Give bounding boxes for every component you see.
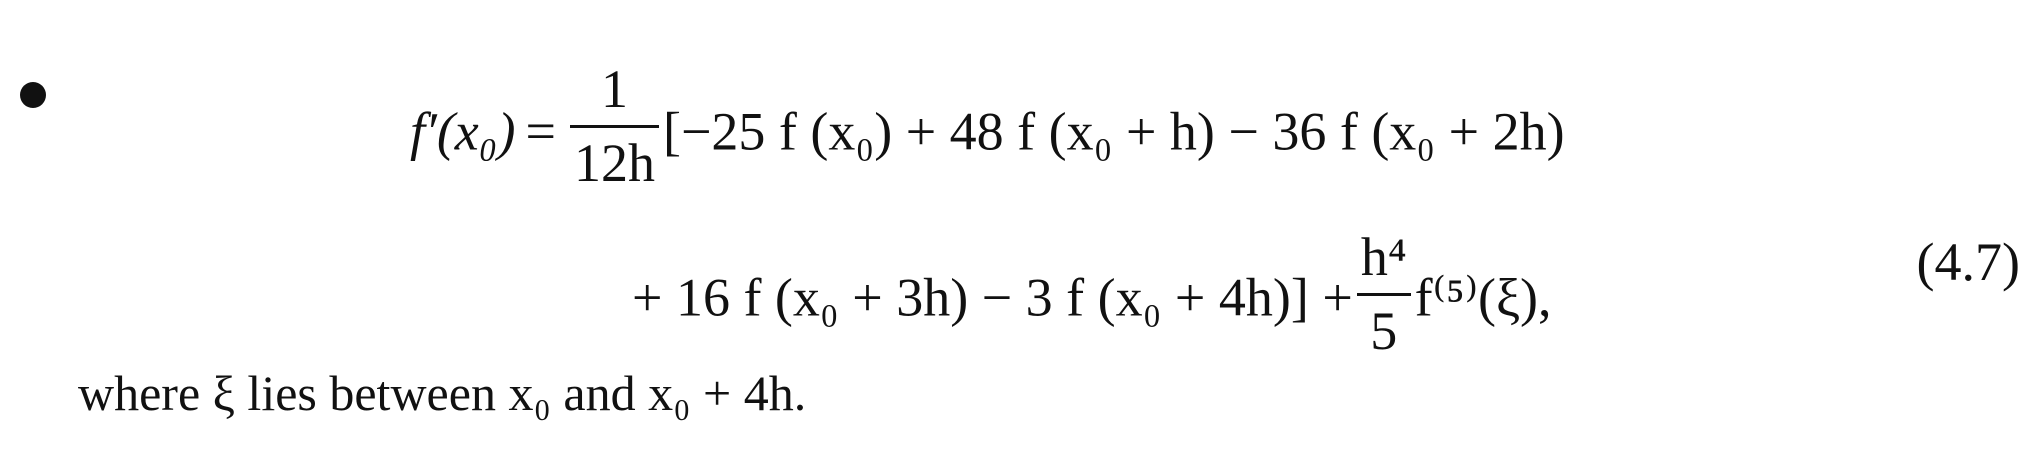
equation-line-2 (632, 227, 1552, 370)
equation-line-1 (410, 59, 1565, 204)
equation-rhs-second-line: + 16 f (x₀ + 3h) − 3 f (x₀ + 4h)] + (632, 267, 1353, 328)
equation-rhs-first-line: [−25 f (x₀) + 48 f (x₀ + h) − 36 f (x₀ + 2h) (663, 101, 1565, 162)
fraction-one-over-12h (570, 60, 659, 194)
equals-sign: = (525, 101, 556, 162)
equation-number: (4.7) (1916, 232, 2020, 292)
fraction-numerator: 1 (570, 60, 659, 128)
equation-lhs: f′(x₀) (410, 101, 516, 162)
fraction-denominator: 12h (574, 133, 655, 194)
caption-text: where ξ lies between x₀ and x₀ + 4h. (78, 365, 807, 421)
fraction-denominator: 5 (1370, 301, 1398, 362)
list-bullet (20, 82, 46, 108)
error-term: f⁽⁵⁾(ξ), (1414, 267, 1552, 328)
fraction-numerator: h⁴ (1357, 228, 1411, 296)
fraction-h4-over-5 (1357, 228, 1411, 362)
